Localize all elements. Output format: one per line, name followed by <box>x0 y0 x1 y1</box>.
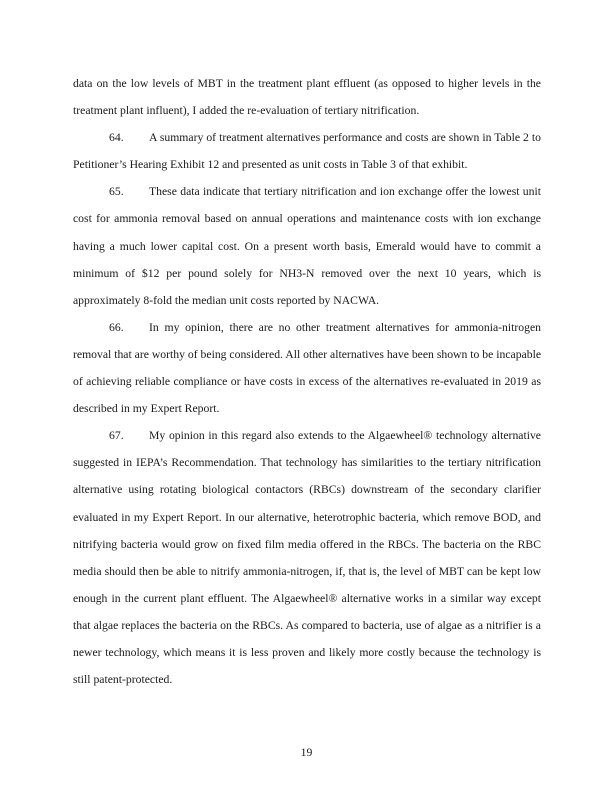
paragraph-text: These data indicate that tertiary nitrification and ion exchange offer the lowest unit cost for ammonia removal based on annual operations and maintenance costs with ion exchange having a much lower capital cost. On a present worth basis, Emerald would have to commit a minimum of $12 per pound solely for NH3-N removed over the next 10 years, which is approximately 8-fold the median unit costs reported by NACWA. <box>73 185 541 307</box>
paragraph-text: In my opinion, there are no other treatment alternatives for ammonia-nitrogen removal that are worthy of being considered. All other alternatives have been shown to be incapable of achieving reliable compliance or have costs in excess of the alternatives re-evaluated in 2019 as described in my Expert Report. <box>73 320 541 416</box>
continuation-paragraph <box>73 70 541 124</box>
paragraph-number: 66. <box>109 320 124 334</box>
paragraph-number: 65. <box>109 185 124 199</box>
paragraph-number: 64. <box>109 131 124 145</box>
paragraph-64 <box>73 124 541 178</box>
paragraph-65 <box>73 178 541 313</box>
paragraph-text: A summary of treatment alternatives performance and costs are shown in Table 2 to Petitioner’s Hearing Exhibit 12 and presented as unit costs in Table 3 of that exhibit. <box>73 131 541 172</box>
paragraph-66 <box>73 314 541 422</box>
continuation-text: data on the low levels of MBT in the treatment plant effluent (as opposed to higher levels in the treatment plant influent), I added the re-evaluation of tertiary nitrification. <box>73 77 541 118</box>
document-body <box>73 70 541 693</box>
page-number: 19 <box>300 746 313 759</box>
paragraph-number: 67. <box>109 429 124 443</box>
paragraph-text: My opinion in this regard also extends to the Algaewheel® technology alternative suggested in IEPA’s Recommendation. That technology has similarities to the tertiary nitrification alternative using rotating biological contactors (RBCs) downstream of the secondary clarifier evaluated in my Expert Report. In our alternative, heterotrophic bacteria, which remove BOD, and nitrifying bacteria would grow on fixed film media offered in the RBCs. The bacteria on the RBC media should then be able to nitrify ammonia-nitrogen, if, that is, the level of MBT can be kept low enough in the current plant effluent. The Algaewheel® alternative works in a similar way except that algae replaces the bacteria on the RBCs. As compared to bacteria, use of algae as a nitrifier is a newer technology, which means it is less proven and likely more costly because the technology is still patent-protected. <box>73 429 541 687</box>
paragraph-67 <box>73 422 541 693</box>
